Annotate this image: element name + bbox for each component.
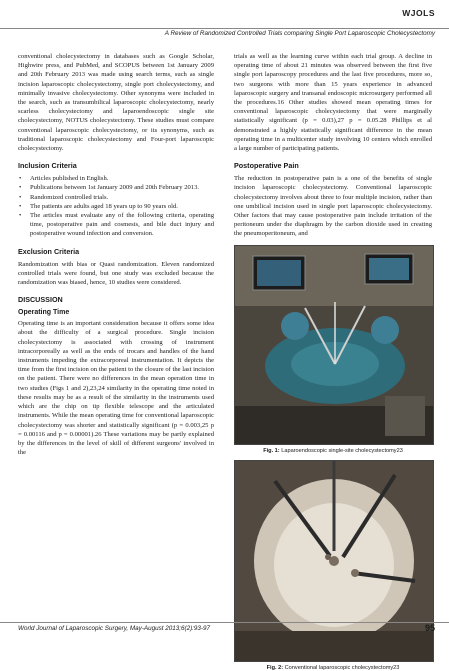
postoperative-pain-heading: Postoperative Pain [234, 161, 299, 171]
operating-time-paragraph: Operating time is an important consideration because it offers some idea about the difficulty of a surgical procedure. Single incision cholecystectomy is associated with crossing of instrument intracorporeally as well as the ends of trocars and handles of the hand instruments impeding the extracorporeal instrumentation. It depicts the time from the first incision on the patient to the closure of the last incision on the patient. There were no differences in the mean operation time in two studies (Figs 1 and 2),23,24 similarity in the operating time noted in these results may be as a result of the similarity in the instruments used which are the chip on tip flexible telescope and the articulated instruments. While the mean operating time for conventional laparoscopic cholecystectomy was shorter and statistically significant (p = 0.003,25 p = 0.00116 and p = 0.00001).26 These variations may be partly explained by the differences in the level of skill of different surgeons' involved in the [18, 320, 214, 457]
list-item: • Articles published in English. [18, 174, 214, 183]
footer-rule [0, 622, 449, 623]
figure-2-caption-label: Fig. 2: [266, 664, 284, 671]
operating-time-heading: Operating Time [18, 309, 70, 317]
figure-1 [234, 245, 432, 454]
left-column [18, 52, 214, 457]
figure-2-caption [234, 665, 432, 671]
exclusion-heading: Exclusion Criteria [18, 246, 80, 256]
figure-2 [234, 460, 432, 671]
figure-1-caption-text: Laparoendoscopic single-site cholecystectomy23 [281, 447, 403, 454]
list-item: • The patients are adults aged 18 years up to 90 years old. [18, 202, 214, 211]
inclusion-list [18, 174, 214, 238]
figure-1-caption [234, 448, 432, 454]
journal-abbrev: WJOLS [402, 8, 435, 18]
running-title: A Review of Randomized Controlled Trials comparing Single Port Laparoscopic Cholecystectomy [164, 30, 435, 37]
exclusion-paragraph: Randomization with bias or Quasi randomization. Eleven randomized controlled trials were found, but one study was excluded because the randomization was biased, hence, 10 studies were considered. [18, 260, 214, 287]
figure-2-photo [234, 460, 434, 662]
trials-paragraph: trials as well as the learning curve within each trial group. A decline in operating time of about 21 minutes was observed between the first five single port laparoscopy procedures and the last five procedures, more so, two surgeons with more than 15 years experience in advanced laparoscopic surgery and transanal endoscopic microsurgery performed all the procedures.16 Other studies showed mean operating times for conventional laparoscopic cholecystectomy that were marginally statistically significant (p = 0.03),27 p = 0.05.28 Phillips et al demonstrated a highly statistically significant difference in the mean operating time in a multicenter study involving 10 centers which enrolled a large number of participating patients. [234, 53, 432, 153]
inclusion-heading: Inclusion Criteria [18, 161, 77, 171]
figure-2-caption-text: Conventional laparoscopic cholecystectomy23 [284, 664, 400, 671]
header-rule [0, 28, 449, 29]
operating-room-illustration [235, 246, 433, 444]
page-number: 95 [424, 623, 435, 633]
right-column [234, 52, 432, 671]
list-item: • Randomized controlled trials. [18, 193, 214, 202]
postoperative-pain-paragraph: The reduction in postoperative pain is a one of the benefits of single incision laparoscopic cholecystectomy. Conventional laparoscopic cholecystectomy involves about three to four multiple incision, rather than one umbilical incision used in single port laparoscopic cholecystectomy. Other factors that may cause postoperative pain include irritation of the peritoneum under the diaphragm by the carbon dioxide used in creating the pneumoperitoneum, and [234, 175, 432, 238]
list-item: • The articles must evaluate any of the following criteria, operating time, postoperative pain and cosmesis, and bile duct injury and postoperative wound infection and conversion. [18, 211, 214, 239]
figure-1-caption-label: Fig. 1: [263, 447, 280, 454]
figure-1-photo [234, 245, 434, 445]
footer-journal-line: World Journal of Laparoscopic Surgery, May-August 2013;6(2):93-97 [18, 625, 211, 632]
surgical-field-illustration [235, 461, 433, 661]
discussion-heading: DISCUSSION [18, 295, 63, 305]
intro-paragraph: conventional cholecystectomy in databases such as Google Scholar, Highwire press, and PubMed, and SCOPUS between 1st January 2009 and 20th February 2013 was made using search terms, such as single incision laparoscopic cholecystectomy, single port cholecystectomy, and minimally invasive cholecystectomy. Other synonyms were included in the search, such as transumbilical laparoscopic cholecystectomy, nearly scarless cholecystectomy and laparoendoscopic single site cholecystectomy, NOTUS cholecystectomy. These studies must compare conventional laparoscopic cholecystectomy, or its synonyms, such as traditional laparoscopic cholecystectomy and Four-port laparoscopic cholecystectomy. [18, 53, 214, 153]
list-item: • Publications between 1st January 2009 and 20th February 2013. [18, 183, 214, 192]
